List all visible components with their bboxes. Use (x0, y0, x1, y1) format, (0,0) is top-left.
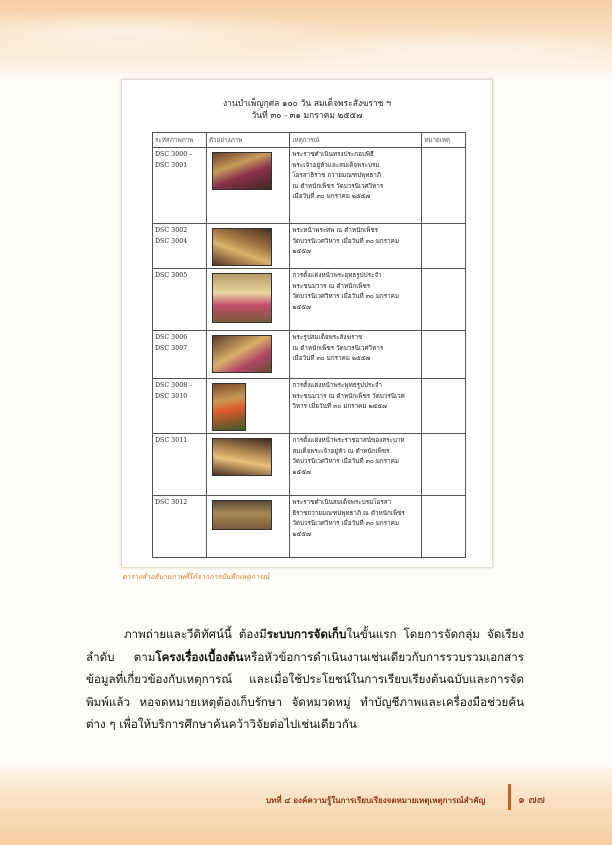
note-cell (422, 434, 466, 496)
note-cell (422, 331, 466, 379)
table-row (153, 224, 466, 269)
event-description: พระรูปสมเด็จพระสังฆราช ณ ตำหนักเพ็ชร วัดบวรนิเวศวิหาร เมื่อวันที่ ๓๐ มกราคม ๒๕๕๗ (290, 331, 422, 379)
footer-divider (508, 784, 511, 810)
photo-index-table (152, 132, 466, 558)
photo-thumbnail-cell (206, 331, 290, 379)
table-row (153, 496, 466, 558)
photo-code: DSC 3012 (153, 496, 207, 558)
table-row (153, 379, 466, 434)
table-row (153, 434, 466, 496)
photo-thumbnail-cell (206, 224, 290, 269)
document-title-line1: งานบำเพ็ญกุศล ๑๐๐ วัน สมเด็จพระสังฆราช ฯ (222, 99, 392, 109)
header-code: ระหัสภาพภาพ (153, 133, 207, 148)
body-bold-term2: โครงเรื่องเบื้องต้น (155, 649, 244, 664)
event-description: การตั้งแต่งหน้าพระพุทธรูปประจำ พระชนมวาร ณ ตำหนักเพ็ชร วัดบวรนิเวศ วิหาร เมื่อวันที่ ๓๐ มกราคม ๒๕๕๗ (290, 379, 422, 434)
document-title-line2: วันที่ ๓๐ - ๓๑ มกราคม ๒๕๕๗ (251, 111, 363, 121)
document-title (122, 98, 492, 122)
photo-thumbnail (212, 273, 272, 323)
photo-thumbnail-cell (206, 434, 290, 496)
photo-thumbnail (212, 335, 272, 373)
photo-thumbnail-cell (206, 148, 290, 224)
photo-code: DSC 3008 – DSC 3010 (153, 379, 207, 434)
photo-thumbnail-cell (206, 496, 290, 558)
note-cell (422, 224, 466, 269)
photo-thumbnail (212, 438, 272, 476)
photo-thumbnail (212, 383, 246, 431)
body-text-part1: ภาพถ่ายและวีดิทัศน์นี้ ต้องมี (124, 627, 267, 641)
event-description: พระราชดำเนินสมเด็จพระบรมโอรสา ธิราชถวายมณฑปพุทธาภิ ณ ตำหนักเพ็ชร วัดบวรนิเวศวิหาร เมื่อวันที่ ๓๐ มกราคม ๒๕๕๗ (290, 496, 422, 558)
figure-caption: ตารางคำอธิบายภาพที่ได้จากการบันทึกเหตุการณ์ (122, 573, 270, 581)
note-cell (422, 496, 466, 558)
chapter-footer: บทที่ ๔ องค์ความรู้ในการเรียบเรียงจดหมายเหตุเหตุการณ์สำคัญ (266, 795, 486, 805)
photo-thumbnail-cell (206, 379, 290, 434)
event-description: การตั้งแต่งหน้าพระอุทธรูปประจำ พระชนมวาร ณ ตำหนักเพ็ชร วัดบวรนิเวศวิหาร เมื่อวันที่ ๓๐ มกราคม ๒๕๕๗ (290, 269, 422, 331)
note-cell (422, 379, 466, 434)
header-event: เหตุการณ์ (290, 133, 422, 148)
event-description: พระราชดำเนินทรงประกอบพิธี พระเจ้าอยู่หัวและสมเด็จพระบรม โอรสาธิราช ถวายมณฑปพุทธาภิ ณ ตำหนักเพ็ชร วัดบวรนิเวศวิหาร เมื่อวันที่ ๓๐ มกราคม ๒๕๕๗ (290, 148, 422, 224)
body-text-part2: ในขั้นแรก โดยการจัดกลุ่ม จัดเรียงลำดับ ตาม (86, 627, 525, 664)
event-description: พระหน้าพระศพ ณ ตำหนักเพ็ชร วัดบวรนิเวศวิหาร เมื่อวันที่ ๓๐ มกราคม ๒๕๕๗ (290, 224, 422, 269)
photo-code: DSC 3005 (153, 269, 207, 331)
photo-code: DSC 3000 – DSC 3001 (153, 148, 207, 224)
body-text-part3: หรือหัวข้อการดำเนินงานเช่นเดียวกับการรวบรวมเอกสารข้อมูลที่เกี่ยวข้องกับเหตุการณ์ และเมื่อใช้ประโยชน์ในการเรียบเรียงต้นฉบับและการจัดพิมพ์แล้ว หอจดหมายเหตุต้องเก็บรักษา จัดหมวดหมู่ ทำบัญชีภาพและเครื่องมือช่วยค้นต่าง ๆ เพื่อให้บริการศึกษาค้นคว้าวิจัยต่อไปเช่นเดียวกัน (86, 649, 524, 731)
header-decoration (0, 0, 612, 82)
table-row (153, 148, 466, 224)
event-description: การตั้งแต่งหน้าพระราชอาสน์ของสระบาท สมเด็จพระเจ้าอยู่หัว ณ ตำหนักเพ็ชร วัดบวรนิเวศวิหาร เมื่อวันที่ ๓๐ มกราคม ๒๕๕๗ (290, 434, 422, 496)
photo-thumbnail-cell (206, 269, 290, 331)
note-cell (422, 269, 466, 331)
photo-code: DSC 3006 DSC 3007 (153, 331, 207, 379)
body-bold-term1: ระบบการจัดเก็บ (266, 627, 347, 641)
header-sample: ตัวอย่างภาพ (206, 133, 290, 148)
table-row (153, 331, 466, 379)
photo-code: DSC 3011 (153, 434, 207, 496)
page-number: ๑ ๗๗ (518, 793, 546, 806)
photo-thumbnail (212, 500, 272, 530)
document-photo (121, 79, 493, 568)
table-row (153, 269, 466, 331)
photo-thumbnail (212, 152, 272, 190)
body-paragraph (86, 623, 524, 736)
header-note: หมายเหตุ (422, 133, 466, 148)
photo-code: DSC 3002 DSC 3004 (153, 224, 207, 269)
note-cell (422, 148, 466, 224)
photo-thumbnail (212, 228, 272, 266)
